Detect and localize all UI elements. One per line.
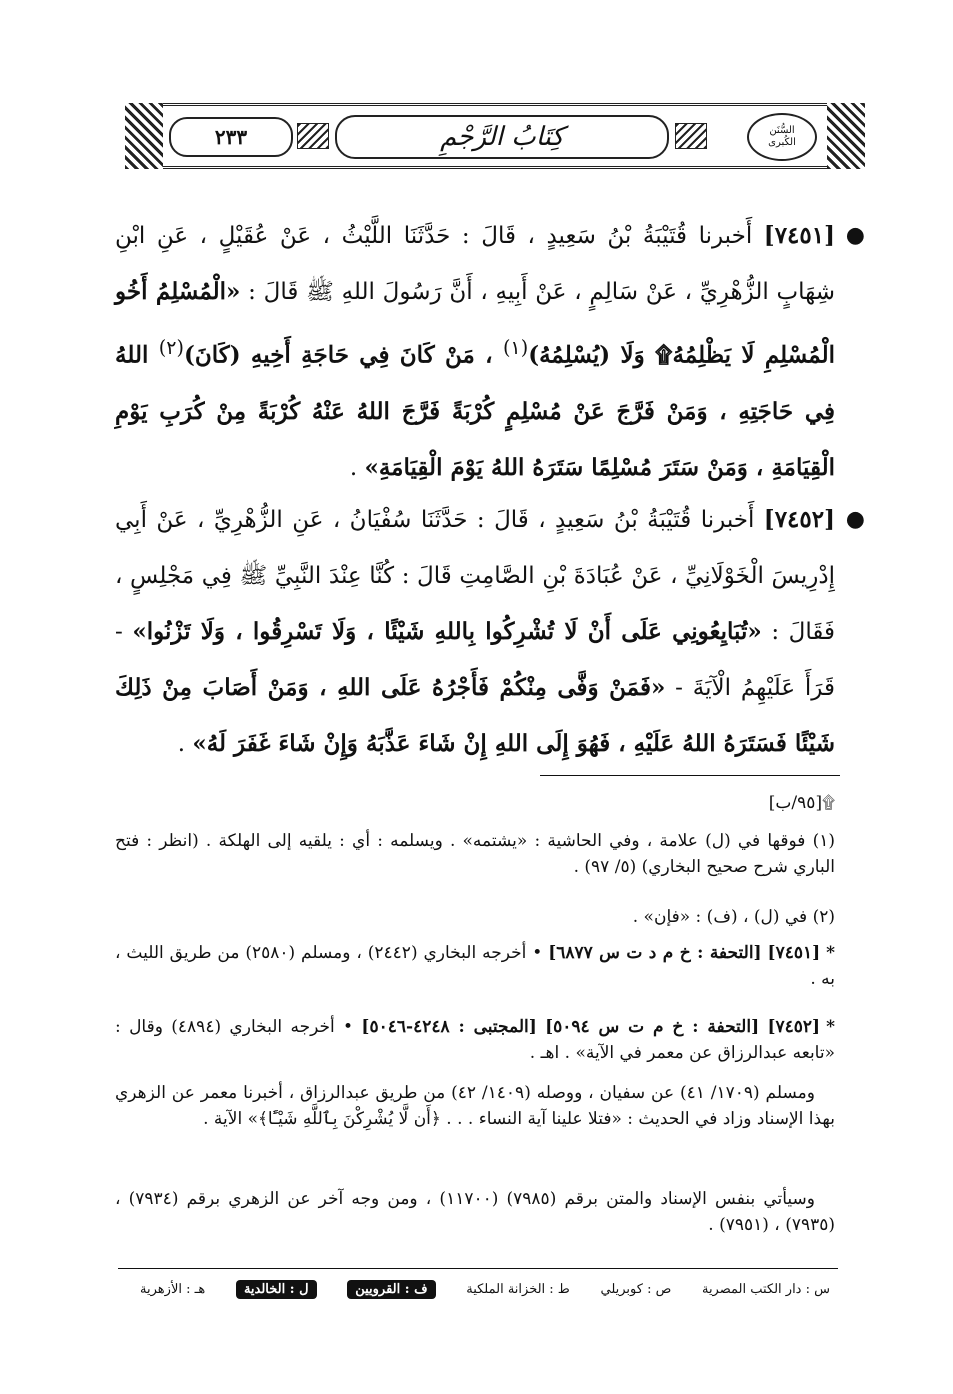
matn-text: «تُبَايِعُونِي عَلَى أَنْ لَا تُشْرِكُوا بِاللهِ شَيْئًا ، وَلَا تَسْرِقُوا ، وَلَا تَزْنُوا» (132, 618, 762, 645)
hadith-7451 (115, 208, 865, 496)
ornament-divider (297, 123, 329, 149)
hadith-7452 (115, 492, 865, 772)
star-icon: * (826, 943, 836, 963)
tuhfa-ref: [التحفة : خ م د ت س ٦٨٧٧] (548, 943, 762, 963)
matn-text: «الْمُسْلِمُ أَخُو الْمُسْلِمِ لَا يَظْلِمُهُ (115, 278, 835, 369)
star-icon: * (826, 1017, 835, 1037)
isnad-text: أَخبرنا قُتَيْبَةُ بْنُ سَعِيدٍ ، قَالَ : حَدَّثَنَا اللَّيْثُ ، عَنْ عُقَيْلٍ ، عَنِ ابْنِ شِهَابٍ الزُّهْرِيِّ ، عَنْ سَالِمٍ ، عَنْ أَبِيهِ ، أَنَّ رَسُولَ اللهِ ﷺ قَالَ : (115, 223, 835, 305)
ornament-left (125, 103, 163, 169)
takhrij-text: ومسلم (١٧٠٩/ ٤١) عن سفيان ، ووصله (١٤٠٩/ ٤٢) من طريق عبدالرزاق ، أخبرنا معمر عن الزهري بهذا الإسناد وزاد في الحديث : «فتلا علينا آية النساء . . . ﴿أَن لَّا يُشْرِكْنَ بِٱللَّهِ شَيْـًٔا﴾» الآية . (115, 1083, 835, 1129)
takhrij-number: [٧٤٥١] (767, 943, 821, 963)
takhrij-text: وسيأتي بنفس الإسناد والمتن برقم (٧٩٨٥) (١١٧٠٠) ، ومن وجه آخر عن الزهري برقم (٧٩٣٤) ، (٧٩٣٥) ، (٧٩٥١) . (115, 1189, 835, 1235)
source-key: س : دار الكتب المصرية (701, 1281, 830, 1297)
takhrij-7452-muslim (115, 1080, 835, 1132)
source-key: ل : الخالدية (236, 1280, 317, 1299)
folio-marker: ۩[٩٥/ب] (768, 793, 835, 813)
tuhfa-ref: [التحفة : خ م ت س ٥٠٩٤] (545, 1017, 760, 1037)
ornament-divider (675, 123, 707, 149)
footnote-ref: (١) (502, 336, 529, 359)
page-title: كِتَابُ الرَّجْمِ (335, 115, 669, 159)
matn-text: اللهُ فِي حَاجَتِهِ ، وَمَنْ فَرَّجَ عَنْ مُسْلِمٍ كُرْبَةً فَرَّجَ اللهُ عَنْهُ كُرْبَةً مِنْ كُرَبِ يَوْمِ الْقِيَامَةِ ، وَمَنْ سَتَرَ مُسْلِمًا سَتَرَهُ اللهُ يَوْمَ الْقِيَامَةِ» (115, 341, 835, 481)
takhrij-7452 (115, 1014, 835, 1066)
footnote-1: (١) فوقها في (ل) علامة ، وفي الحاشية : «يشتمه» . ويسلمه : أي : يلقيه إلى الهلكة . (انظر : فتح الباري شرح صحيح البخاري) (٥/ ٩٧) . (115, 831, 835, 877)
page-number: ٢٣٣ (169, 117, 293, 157)
takhrij-text: • أخرجه البخاري (٤٨٩٤) وقال : «تابعه عبدالرزاق عن معمر في الآية» . اهـ . (115, 1017, 835, 1063)
footnote-divider (540, 775, 840, 776)
footnote-ref: (٢) (158, 336, 184, 359)
manuscript-sources (140, 1274, 830, 1304)
takhrij-7452-repeat (115, 1186, 835, 1238)
source-key: ط : الخزانة الملكية (466, 1281, 570, 1297)
bullet-icon: ● (845, 507, 865, 532)
book-seal-logo (747, 113, 817, 161)
narration-note: - قَرَأَ عَلَيْهِمُ الْآيَةَ - (115, 619, 835, 701)
seal-text: الكُبرى (768, 137, 796, 148)
isnad-text: أَخبرنا قُتَيْبَةُ بْنُ سَعِيدٍ ، قَالَ : حَدَّثَنَا سُفْيَانُ ، عَنِ الزُّهْرِيِّ ، عَنْ أَبِي إِدْرِيسَ الْخَوْلَانِيِّ ، عَنْ عُبَادَةَ بْنِ الصَّامِتِ قَالَ : كُنَّا عِنْدَ النَّبِيِّ ﷺ فِي مَجْلِسٍ ، فَقَالَ : (115, 507, 835, 645)
seal-text: السُّنَن (769, 125, 795, 136)
mujtaba-ref: [المجتبى : ٤٢٤٨-٥٠٤٦] (361, 1017, 537, 1037)
matn-text: ۩ وَلَا (يُسْلِمُهُ) (528, 341, 673, 369)
source-key: هـ : الأزهرية (140, 1281, 206, 1297)
bullet-icon: ● (845, 223, 865, 248)
matn-text: ، مَنْ كَانَ فِي حَاجَةِ أَخِيهِ (كَانَ) (183, 341, 503, 369)
hadith-number: [٧٤٥١] (763, 222, 835, 249)
punctuation: . (177, 731, 193, 757)
takhrij-number: [٧٤٥٢] (767, 1017, 821, 1037)
punctuation: . (349, 454, 365, 481)
takhrij-text: • أخرجه البخاري (٢٤٤٢) ، ومسلم (٢٥٨٠) من طريق الليث ، به . (115, 943, 835, 989)
ornament-right (827, 103, 865, 169)
footer-divider (118, 1268, 838, 1269)
source-key: ص : كوبريلي (600, 1281, 672, 1297)
source-key: ف : القرويين (347, 1280, 435, 1299)
takhrij-7451 (115, 940, 835, 992)
hadith-number: [٧٤٥٢] (763, 506, 835, 533)
page-header (125, 103, 865, 169)
footnote-2: (٢) في (ل) ، (ف) : «فإن» . (632, 907, 835, 927)
matn-text: «فَمَنْ وَفَّى مِنْكُمْ فَأَجْرُهُ عَلَى اللهِ ، وَمَنْ أَصَابَ مِنْ ذَلِكَ شَيْئًا فَسَتَرَهُ اللهُ عَلَيْهِ ، فَهُوَ إِلَى اللهِ إِنْ شَاءَ عَذَّبَهُ وَإِنْ شَاءَ غَفَرَ لَهُ» (115, 674, 835, 757)
